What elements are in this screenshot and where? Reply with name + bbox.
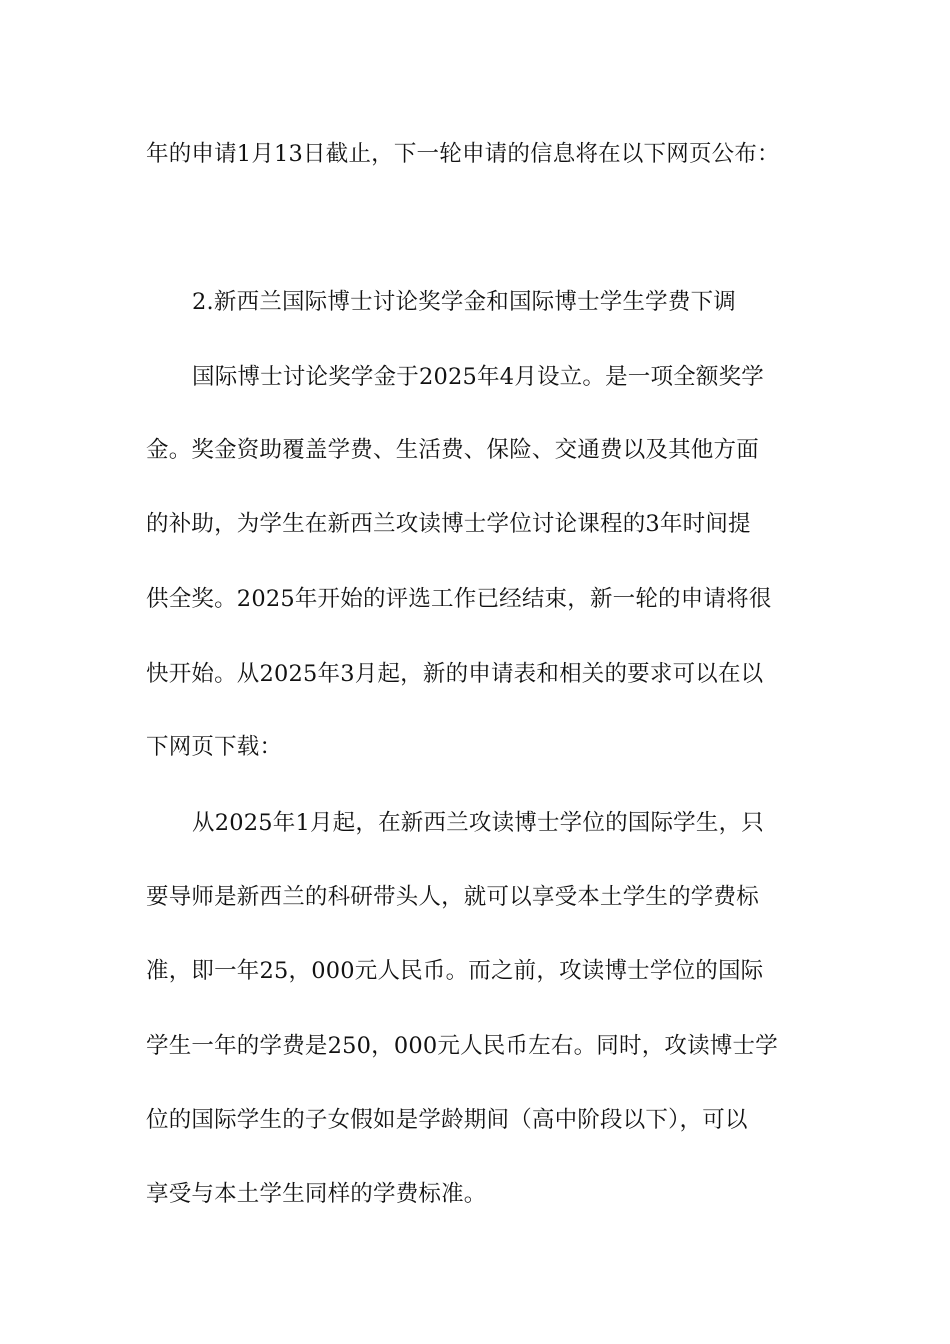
paragraph-line: 位的国际学生的子女假如是学龄期间（高中阶段以下），可以 [146, 1107, 748, 1133]
paragraph-line: 的补助，为学生在新西兰攻读博士学位讨论课程的3年时间提 [146, 511, 751, 537]
paragraph-line: 学生一年的学费是250，000元人民币左右。同时，攻读博士学 [146, 1033, 778, 1059]
paragraph-line: 年的申请1月13日截止，下一轮申请的信息将在以下网页公布： [146, 141, 780, 167]
paragraph-line: 从2025年1月起，在新西兰攻读博士学位的国际学生，只 [192, 810, 764, 836]
paragraph-line: 要导师是新西兰的科研带头人，就可以享受本土学生的学费标 [146, 884, 759, 910]
paragraph-line: 准，即一年25，000元人民币。而之前，攻读博士学位的国际 [146, 958, 764, 984]
paragraph-line: 供全奖。2025年开始的评选工作已经结束，新一轮的申请将很 [146, 586, 772, 612]
paragraph-line: 享受与本土学生同样的学费标准。 [146, 1181, 487, 1207]
paragraph-line: 金。奖金资助覆盖学费、生活费、保险、交通费以及其他方面 [146, 437, 759, 463]
paragraph-line: 快开始。从2025年3月起，新的申请表和相关的要求可以在以 [146, 661, 764, 687]
section-heading: 2.新西兰国际博士讨论奖学金和国际博士学生学费下调 [192, 289, 736, 315]
paragraph-line: 国际博士讨论奖学金于2025年4月设立。是一项全额奖学 [192, 364, 764, 390]
paragraph-line: 下网页下载： [146, 734, 283, 760]
